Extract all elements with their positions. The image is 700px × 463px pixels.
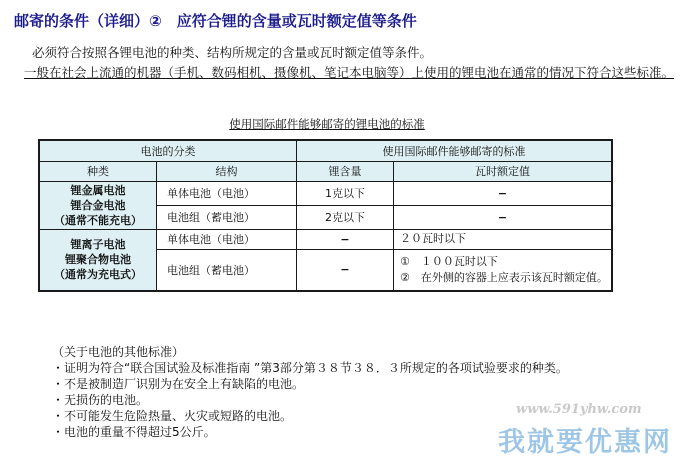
header-category: 电池的分类 [39, 140, 297, 161]
table-cell: ２０瓦时以下 [394, 229, 613, 249]
col-type: 种类 [39, 161, 157, 181]
general-paragraph: 一般在社会上流通的机器（手机、数码相机、摄像机、笔记本电脑等）上使用的锂电池在通常的情况下符合这些标准。 [24, 65, 675, 80]
list-item: ・无损伤的电池。 [52, 393, 149, 407]
intro-paragraph: 必须符合按照各锂电池的种类、结构所规定的含量或瓦时额定值等条件。 [32, 45, 433, 60]
col-content: 锂含量 [297, 161, 394, 181]
table-cell: − [394, 205, 613, 229]
watermark-url: www.591yhw.com [516, 402, 642, 417]
list-item: ・证明为符合“联合国试验及标准指南 ”第3部分第３８节３８．３所规定的各项试验要求的种类。 [52, 361, 568, 375]
page-title: 邮寄的条件（详细）② 应符合锂的含量或瓦时额定值等条件 [14, 12, 417, 30]
metal-category: 锂金属电池 锂合金电池 （通常不能充电） [39, 181, 157, 229]
table-cell: − [297, 229, 394, 249]
table-cell: 电池组（蓄电池） [157, 205, 297, 229]
table-cell: − [297, 249, 394, 291]
table-cell: ① １００瓦时以下 ② 在外侧的容器上应表示该瓦时额定值。 [394, 249, 613, 291]
table-cell: 单体电池（电池） [157, 229, 297, 249]
battery-standard-table [38, 139, 613, 292]
col-wh: 瓦时额定值 [394, 161, 613, 181]
table-cell: 2克以下 [297, 205, 394, 229]
table-caption: 使用国际邮件能够邮寄的锂电池的标准 [229, 117, 425, 131]
ion-category: 锂离子电池 锂聚合物电池 （通常为充电式） [39, 229, 157, 291]
list-item: ・电池的重量不得超过5公斤。 [52, 425, 216, 439]
watermark-logo: 我就要优惠网 [498, 427, 672, 458]
header-standard: 使用国际邮件能够邮寄的标准 [297, 140, 613, 161]
list-item: ・不可能发生危险热量、火灾或短路的电池。 [52, 409, 293, 423]
col-structure: 结构 [157, 161, 297, 181]
list-item: ・不是被制造厂识别为在安全上有缺陷的电池。 [52, 377, 305, 391]
notes-title: （关于电池的其他标准） [52, 345, 185, 359]
table-cell: − [394, 181, 613, 205]
table-cell: 电池组（蓄电池） [157, 249, 297, 291]
table-cell: 单体电池（电池） [157, 181, 297, 205]
table-cell: 1克以下 [297, 181, 394, 205]
